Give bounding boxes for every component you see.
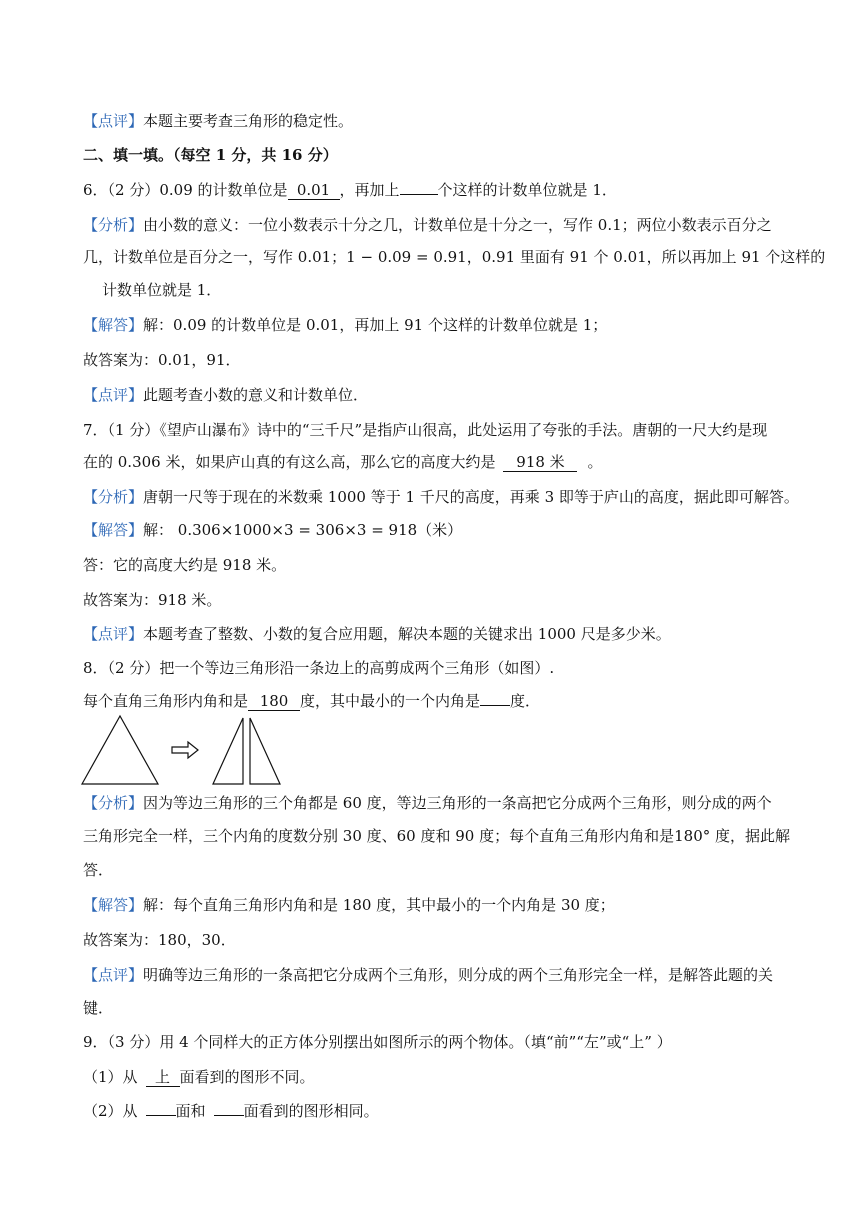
q9-p2-mid: 面和 — [175, 1102, 206, 1120]
q7-solution-text: 解： 0.306×1000×3 = 306×3 = 918（米） — [143, 521, 463, 539]
q8-analysis-1 — [83, 793, 785, 813]
q8-solution-text: 解：每个直角三角形内角和是 180 度，其中最小的一个内角是 30 度； — [143, 896, 615, 914]
q8-answer: 故答案为：180，30． — [83, 931, 236, 949]
arrow-icon — [172, 742, 198, 758]
comment-tag: 【点评】 — [83, 112, 144, 130]
q6-blank-2 — [400, 194, 438, 195]
solution-tag: 【解答】 — [83, 316, 144, 334]
q6-comment-text: 此题考查小数的意义和计数单位． — [143, 386, 369, 404]
question-7-line-2 — [83, 452, 785, 472]
question-8-line-1: 8．（2 分）把一个等边三角形沿一条边上的高剪成两个三角形（如图）. — [83, 659, 555, 677]
q7-answer: 故答案为：918 米。 — [83, 591, 222, 609]
q9-p2-post: 面看到的图形相同。 — [243, 1102, 379, 1120]
q8-text-mid: 度，其中最小的一个内角是 — [300, 692, 481, 710]
q7-blank-1: 918 米 — [503, 453, 577, 472]
triangle-figure — [80, 714, 290, 786]
q7-solution — [83, 520, 785, 540]
q6-text-mid: ，再加上 — [339, 181, 400, 199]
question-9: 9．（3 分）用 4 个同样大的正方体分别摆出如图所示的两个物体。（填“前”“左”或“上” ） — [83, 1033, 672, 1051]
q6-answer: 故答案为：0.01，91． — [83, 351, 241, 369]
equilateral-triangle — [82, 716, 158, 784]
q7-analysis-text: 唐朝一尺等于现在的米数乘 1000 等于 1 千尺的高度，再乘 3 即等于庐山的高度，据此即可解答。 — [143, 488, 799, 506]
q8-blank-1: 180 — [248, 692, 300, 711]
q8-solution — [83, 895, 785, 915]
q7-text-post: 。 — [587, 453, 603, 471]
q8-analysis-3: 答． — [83, 861, 114, 879]
q9-p1-pre: （1）从 — [83, 1068, 138, 1086]
right-triangle-left — [213, 718, 243, 784]
q6-analysis-2: 几，计数单位是百分之一，写作 0.01；1 − 0.09 = 0.91，0.91 里面有 91 个 0.01，所以再加上 91 个这样的 — [83, 248, 826, 266]
q6-solution-text: 解：0.09 的计数单位是 0.01，再加上 91 个这样的计数单位就是 1； — [143, 316, 608, 334]
solution-tag: 【解答】 — [83, 521, 144, 539]
q6-analysis-3: 计数单位就是 1． — [102, 281, 222, 299]
q6-blank-1: 0.01 — [288, 181, 340, 200]
q7-comment — [83, 624, 785, 644]
q9-p2-pre: （2）从 — [83, 1102, 138, 1120]
q8-analysis-2: 三角形完全一样，三个内角的度数分别 30 度、60 度和 90 度；每个直角三角形内角和是180° 度，据此解 — [83, 827, 791, 845]
q9-part-1 — [83, 1067, 785, 1087]
q8-comment-2: 键． — [83, 999, 114, 1017]
q6-text-pre: 6．（2 分）0.09 的计数单位是 — [83, 181, 288, 199]
analysis-tag: 【分析】 — [83, 794, 144, 812]
q8-comment-text: 明确等边三角形的一条高把它分成两个三角形，则分成的两个三角形完全一样，是解答此题的关 — [143, 966, 774, 984]
comment-tag: 【点评】 — [83, 966, 144, 984]
question-6 — [83, 180, 785, 200]
q8-comment-1 — [83, 965, 785, 985]
question-8-line-2 — [83, 691, 785, 711]
q7-text-pre: 在的 0.306 米，如果庐山真的有这么高，那么它的高度大约是 — [83, 453, 496, 471]
comment-tag: 【点评】 — [83, 625, 144, 643]
q7-comment-text: 本题考查了整数、小数的复合应用题，解决本题的关键求出 1000 尺是多少米。 — [143, 625, 671, 643]
analysis-tag: 【分析】 — [83, 216, 144, 234]
comment-line — [83, 111, 785, 131]
section-heading: 二、填一填。（每空 1 分，共 16 分） — [83, 146, 338, 164]
q9-blank-1: 上 — [146, 1068, 180, 1087]
comment-text: 本题主要考查三角形的稳定性。 — [143, 112, 354, 130]
question-7-line-1: 7．（1 分）《望庐山瀑布》诗中的“三千尺”是指庐山很高，此处运用了夸张的手法。唐朝的一尺大约是现 — [83, 421, 768, 439]
q6-solution — [83, 315, 785, 335]
q7-analysis — [83, 487, 799, 507]
comment-tag: 【点评】 — [83, 386, 144, 404]
q6-analysis-text-1: 由小数的意义：一位小数表示十分之几，计数单位是十分之一，写作 0.1；两位小数表示百分之 — [143, 216, 772, 234]
analysis-tag: 【分析】 — [83, 488, 144, 506]
q8-blank-2 — [480, 705, 510, 706]
q8-text-pre: 每个直角三角形内角和是 — [83, 692, 249, 710]
q6-text-post: 个这样的计数单位就是 1． — [437, 181, 617, 199]
q8-text-post: 度． — [510, 692, 541, 710]
q6-comment — [83, 385, 785, 405]
q9-blank-3 — [214, 1115, 244, 1116]
q8-analysis-text-1: 因为等边三角形的三个角都是 60 度，等边三角形的一条高把它分成两个三角形，则分成的两个 — [143, 794, 772, 812]
q6-analysis-1 — [83, 215, 785, 235]
right-triangle-right — [250, 718, 280, 784]
solution-tag: 【解答】 — [83, 896, 144, 914]
q9-blank-2 — [146, 1115, 176, 1116]
q7-answer-sentence: 答：它的高度大约是 918 米。 — [83, 556, 287, 574]
q9-p1-post: 面看到的图形不同。 — [179, 1068, 315, 1086]
q9-part-2 — [83, 1101, 785, 1121]
